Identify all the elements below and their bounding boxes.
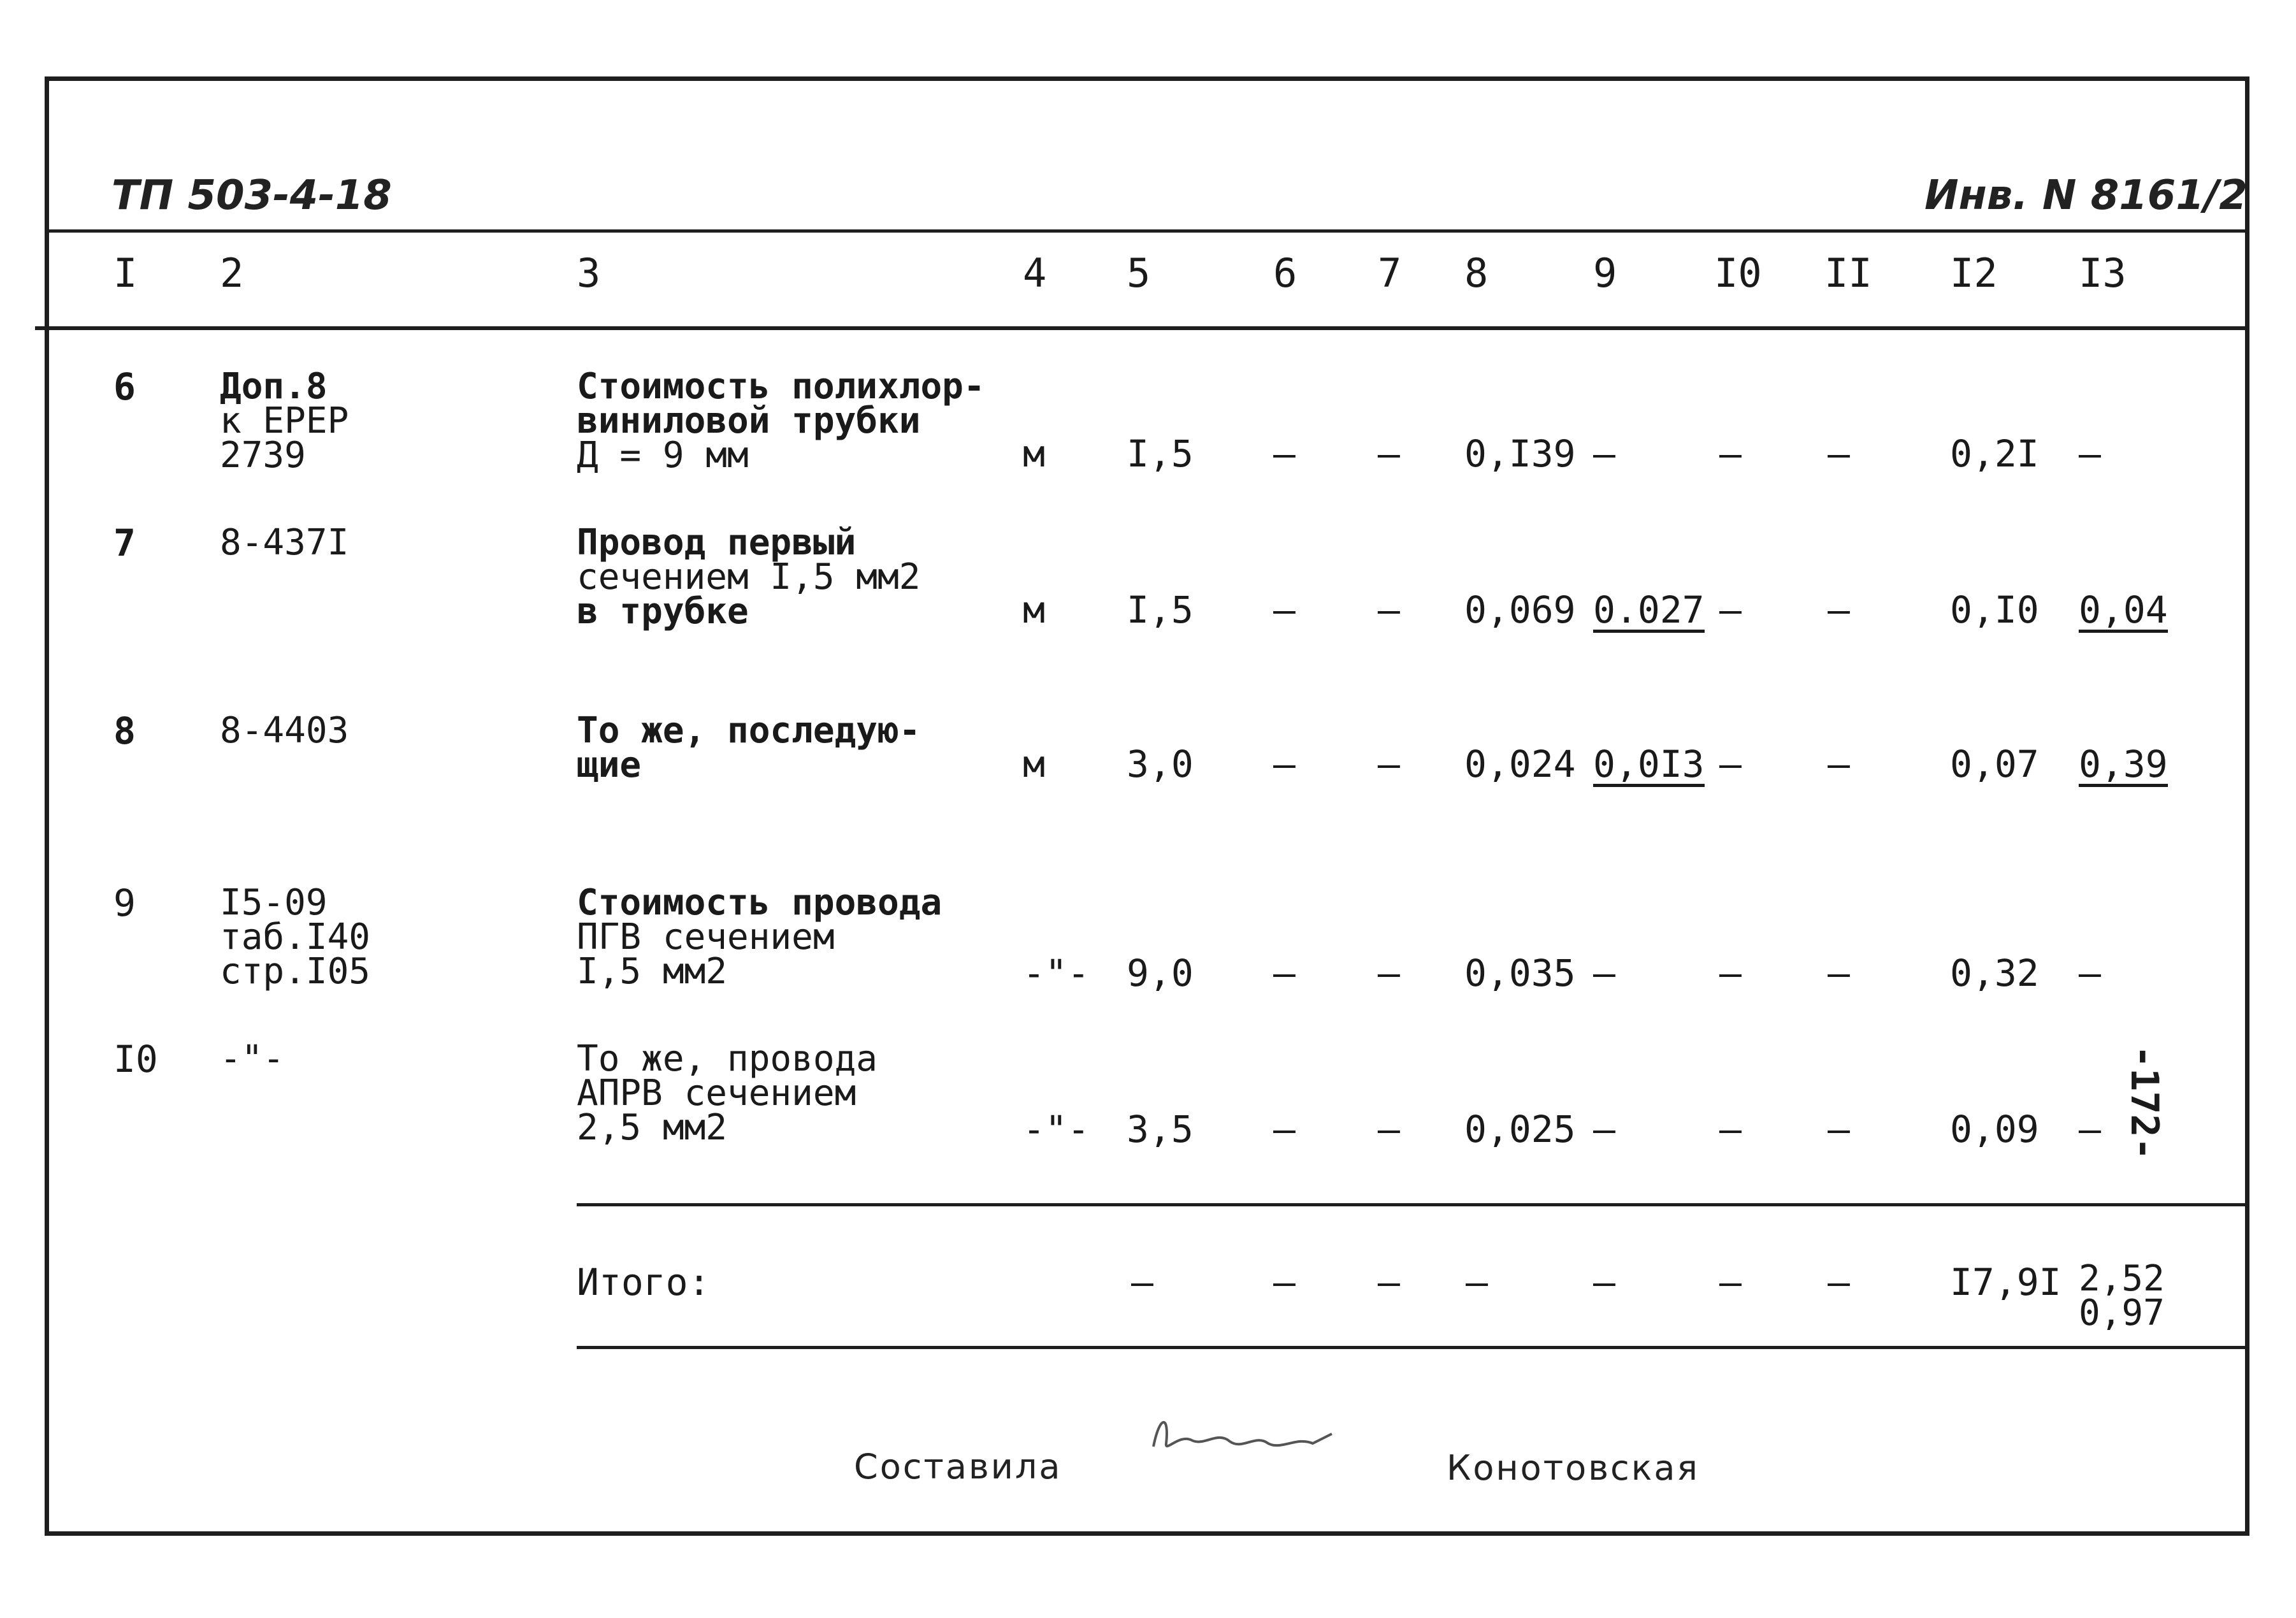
col-head-13: I3	[2079, 250, 2126, 296]
col-head-12: I2	[1950, 250, 1998, 296]
row-8-col9: 0,0I3	[1593, 742, 1705, 786]
row-10-col7: –	[1378, 1108, 1400, 1151]
row-10-col8: 0,025	[1464, 1108, 1576, 1151]
page-number: -172-	[2122, 1045, 2167, 1160]
row-9-unit: -"-	[1023, 951, 1090, 995]
inventory-number: Инв. N 8161/2	[1924, 172, 2248, 219]
row-9-col12: 0,32	[1950, 951, 2039, 995]
row-7-code: 8-437I	[220, 522, 349, 563]
row-8-unit: м	[1023, 742, 1045, 786]
row-6-col6: –	[1273, 432, 1296, 475]
col-head-9: 9	[1593, 250, 1617, 296]
col-head-1: I	[113, 250, 138, 296]
row-9-col5: 9,0	[1127, 951, 1194, 995]
row-6-col13: –	[2079, 432, 2101, 475]
row-6-unit: м	[1023, 432, 1045, 475]
row-10-col13: –	[2079, 1108, 2101, 1151]
row-6-description: Стоимость полихлор- виниловой трубки Д = 9 мм	[577, 366, 985, 476]
row-9-col9: –	[1593, 951, 1615, 995]
row-7-number: 7	[113, 521, 136, 565]
signature-icon	[1141, 1408, 1345, 1466]
row-9-code: I5-09 таб.I40 стр.I05	[220, 882, 371, 992]
composer-name: Конотовская	[1447, 1448, 1700, 1488]
row-9-col13: –	[2079, 951, 2101, 995]
row-8-col7: –	[1378, 742, 1400, 786]
total-col10: –	[1719, 1260, 1742, 1304]
row-9-number: 9	[113, 881, 136, 925]
row-6-number: 6	[113, 365, 136, 408]
header-bottom-rule	[35, 326, 2248, 330]
row-7-description: Провод первый сечением I,5 мм2 в трубке	[577, 522, 921, 632]
row-10-col12: 0,09	[1950, 1108, 2039, 1151]
row-6-col12: 0,2I	[1950, 432, 2039, 475]
row-8-col8: 0,024	[1464, 742, 1576, 786]
total-top-rule	[577, 1203, 2248, 1206]
total-col9: –	[1593, 1260, 1615, 1304]
row-8-col10: –	[1719, 742, 1742, 786]
row-8-col5: 3,0	[1127, 742, 1194, 786]
row-10-col5: 3,5	[1127, 1108, 1194, 1151]
row-8-col11: –	[1828, 742, 1850, 786]
col-head-8: 8	[1464, 250, 1489, 296]
row-9-col8: 0,035	[1464, 951, 1576, 995]
row-10-col9: –	[1593, 1108, 1615, 1151]
document-code: ТП 503-4-18	[112, 172, 392, 219]
total-col12: I7,9I	[1950, 1260, 2061, 1304]
row-6-col5: I,5	[1127, 432, 1194, 475]
row-6-col7: –	[1378, 432, 1400, 475]
row-8-description: То же, последую- щие	[577, 710, 921, 786]
total-col13: 2,52 0,97	[2079, 1258, 2165, 1334]
total-bottom-rule	[577, 1346, 2248, 1349]
row-6-col9: –	[1593, 432, 1615, 475]
row-10-col11: –	[1828, 1108, 1850, 1151]
row-8-number: 8	[113, 709, 136, 753]
row-10-col10: –	[1719, 1108, 1742, 1151]
col-head-10: I0	[1714, 250, 1762, 296]
col-head-11: II	[1824, 250, 1872, 296]
total-col6: –	[1273, 1260, 1296, 1304]
row-9-description: Стоимость провода ПГВ сечением I,5 мм2	[577, 882, 942, 992]
row-7-col13: 0,04	[2079, 588, 2168, 632]
col-head-6: 6	[1273, 250, 1297, 296]
total-label: Итого:	[577, 1260, 711, 1304]
row-7-col9: 0.027	[1593, 588, 1705, 632]
row-7-col5: I,5	[1127, 588, 1194, 632]
row-6-col8: 0,I39	[1464, 432, 1576, 475]
row-10-number: I0	[113, 1037, 158, 1081]
row-6-col11: –	[1828, 432, 1850, 475]
row-9-col7: –	[1378, 951, 1400, 995]
row-7-col8: 0,069	[1464, 588, 1576, 632]
composed-label: Составила	[854, 1447, 1062, 1487]
row-10-col6: –	[1273, 1108, 1296, 1151]
row-9-col11: –	[1828, 951, 1850, 995]
row-7-col10: –	[1719, 588, 1742, 632]
total-col11: –	[1828, 1260, 1850, 1304]
col-head-4: 4	[1023, 250, 1047, 296]
row-6-col10: –	[1719, 432, 1742, 475]
row-8-col12: 0,07	[1950, 742, 2039, 786]
row-7-col11: –	[1828, 588, 1850, 632]
col-head-2: 2	[220, 250, 244, 296]
row-7-unit: м	[1023, 588, 1045, 632]
total-col5: –	[1131, 1260, 1153, 1304]
col-head-7: 7	[1378, 250, 1402, 296]
row-10-code: -"-	[220, 1038, 285, 1080]
row-9-col6: –	[1273, 951, 1296, 995]
row-8-code: 8-4403	[220, 710, 349, 751]
row-7-col7: –	[1378, 588, 1400, 632]
row-6-code: Доп.8 к ЕРЕР 2739	[220, 366, 349, 476]
row-7-col6: –	[1273, 588, 1296, 632]
row-8-col6: –	[1273, 742, 1296, 786]
header-top-rule	[49, 229, 2248, 233]
col-head-3: 3	[577, 250, 601, 296]
total-col8: –	[1466, 1260, 1488, 1304]
row-10-unit: -"-	[1023, 1108, 1090, 1151]
row-9-col10: –	[1719, 951, 1742, 995]
row-10-description: То же, провода АПРВ сечением 2,5 мм2	[577, 1038, 878, 1148]
col-head-5: 5	[1127, 250, 1151, 296]
row-7-col12: 0,I0	[1950, 588, 2039, 632]
total-col7: –	[1378, 1260, 1400, 1304]
row-8-col13: 0,39	[2079, 742, 2168, 786]
